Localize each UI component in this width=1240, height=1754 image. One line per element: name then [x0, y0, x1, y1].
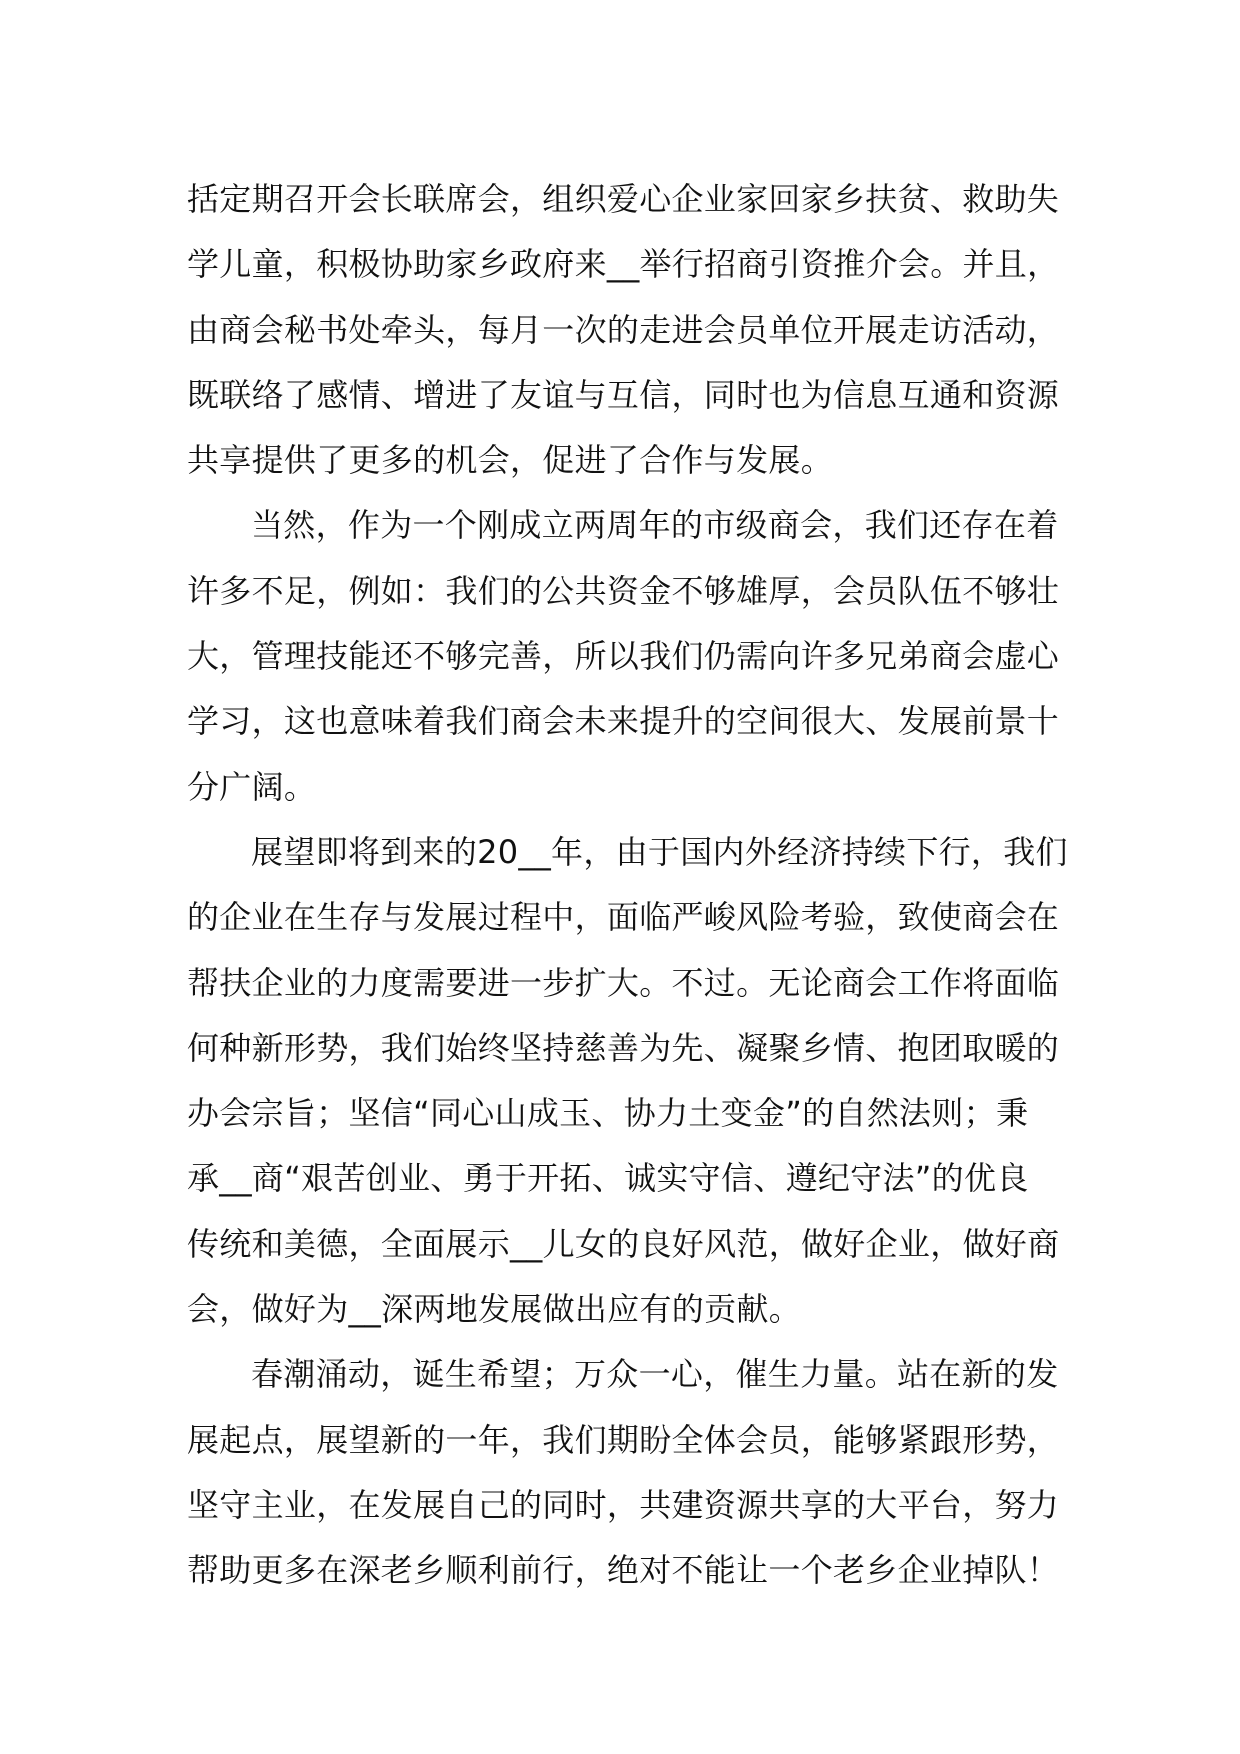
text-line: 分广阔。 [187, 767, 317, 806]
text-line: 共享提供了更多的机会，促进了合作与发展。 [187, 441, 834, 480]
text-line: 承__商“艰苦创业、勇于开拓、诚实守信、遵纪守法”的优良 [187, 1159, 1029, 1198]
text-line: 大，管理技能还不够完善，所以我们仍需向许多兄弟商会虚心 [187, 637, 1060, 676]
text-line: 许多不足，例如：我们的公共资金不够雄厚，会员队伍不够壮 [187, 571, 1060, 610]
text-line: 坚守主业，在发展自己的同时，共建资源共享的大平台，努力 [187, 1485, 1060, 1524]
text-line: 学习，这也意味着我们商会未来提升的空间很大、发展前景十 [187, 702, 1060, 741]
paragraph-first-line: 当然，作为一个刚成立两周年的市级商会，我们还存在着 [251, 506, 1059, 545]
text-line: 帮助更多在深老乡顺利前行，绝对不能让一个老乡企业掉队！ [187, 1551, 1060, 1590]
paragraph-first-line: 春潮涌动，诞生希望；万众一心，催生力量。站在新的发 [251, 1355, 1059, 1394]
text-line: 会，做好为__深两地发展做出应有的贡献。 [187, 1290, 802, 1329]
text-line: 传统和美德，全面展示__儿女的良好风范，做好企业，做好商 [187, 1224, 1060, 1263]
document-body [187, 167, 1068, 1604]
text-line: 办会宗旨；坚信“同心山成玉、协力土变金”的自然法则；秉 [187, 1094, 1029, 1133]
text-line: 括定期召开会长联席会，组织爱心企业家回家乡扶贫、救助失 [187, 180, 1060, 218]
text-line: 何种新形势，我们始终坚持慈善为先、凝聚乡情、抱团取暖的 [187, 1028, 1060, 1067]
text-line: 帮扶企业的力度需要进一步扩大。不过。无论商会工作将面临 [187, 963, 1060, 1002]
text-line: 由商会秘书处牵头，每月一次的走进会员单位开展走访活动， [187, 310, 1060, 349]
text-line: 的企业在生存与发展过程中，面临严峻风险考验，致使商会在 [187, 898, 1060, 937]
text-line: 展起点，展望新的一年，我们期盼全体会员，能够紧跟形势， [187, 1420, 1060, 1459]
paragraph-first-line: 展望即将到来的20__年，由于国内外经济持续下行，我们 [251, 832, 1068, 871]
text-line: 既联络了感情、增进了友谊与互信，同时也为信息互通和资源 [187, 375, 1060, 414]
text-line: 学儿童，积极协助家乡政府来__举行招商引资推介会。并且， [187, 245, 1060, 284]
